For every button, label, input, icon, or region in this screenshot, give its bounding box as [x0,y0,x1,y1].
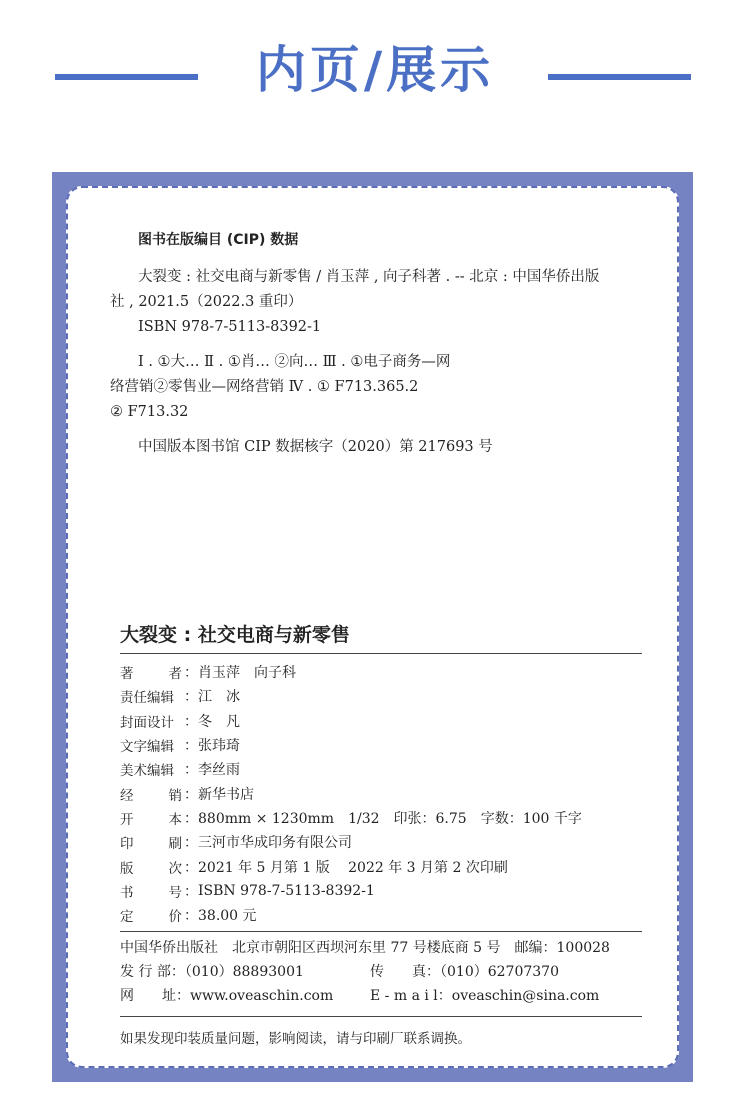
detail-label-text: 著 [120,666,134,683]
detail-label-text: 者 [168,666,182,683]
detail-colon: ： [184,738,198,755]
book-details-table [120,660,582,927]
book-info [120,620,642,1047]
detail-value: 张玮琦 [198,738,240,755]
detail-label [120,709,184,733]
detail-label [120,733,184,757]
detail-value: 38.00 元 [198,908,257,925]
page-title: 内页/展示 [255,40,495,99]
website: 网 址：www.oveaschin.com [120,988,334,1005]
cip-line: 社 , 2021.5（2022.3 重印） [110,294,303,310]
book-detail-row [120,903,582,927]
detail-value: 新华书店 [198,786,254,803]
detail-value: 880mm × 1230mm 1/32 印张：6.75 字数：100 千字 [198,810,582,827]
detail-label-text: 次 [168,860,182,877]
detail-label [120,781,184,805]
detail-colon: ： [184,665,198,682]
detail-label-text: 版 [120,860,134,877]
book-detail-row [120,733,582,757]
detail-label-text: 开 [120,811,134,828]
detail-value: 2021 年 5 月第 1 版 2022 年 3 月第 2 次印刷 [198,859,508,876]
email: E - m a i l：oveaschin@sina.com [370,988,600,1005]
detail-label-text: 美术编辑 [120,763,174,780]
detail-label [120,830,184,854]
publisher-contact-row [120,984,642,1008]
book-detail-row [120,757,582,781]
cip-block [110,228,650,460]
detail-label-text: 号 [168,884,182,901]
detail-value: ISBN 978-7-5113-8392-1 [198,882,375,899]
detail-value: 肖玉萍 向子科 [198,665,296,682]
detail-label-text: 书 [120,884,134,901]
publisher-address: 中国华侨出版社 北京市朝阳区西坝河东里 77 号楼底商 5 号 邮编：100028 [120,940,610,957]
detail-label-text: 经 [120,787,134,804]
detail-value: 李丝雨 [198,762,240,779]
header-right-rule [548,74,691,80]
detail-label-text: 价 [168,909,182,926]
cip-isbn: ISBN 978-7-5113-8392-1 [138,319,322,335]
page-header [0,0,750,140]
detail-label-text: 刷 [168,836,182,853]
cip-line: ② F713.32 [110,404,189,420]
detail-label [120,684,184,708]
detail-label-text: 定 [120,909,134,926]
book-title: 大裂变 : 社交电商与新零售 [120,620,642,654]
detail-value: 三河市华成印务有限公司 [198,835,352,852]
detail-label [120,660,184,684]
detail-label [120,806,184,830]
book-detail-row [120,830,582,854]
detail-colon: ： [184,713,198,730]
detail-colon: ： [184,810,198,827]
detail-label-text: 销 [168,787,182,804]
quality-note: 如果发现印装质量问题，影响阅读，请与印刷厂联系调换。 [120,1016,642,1047]
header-left-rule [55,74,198,80]
detail-colon: ： [184,786,198,803]
cip-line: 络营销②零售业—网络营销 Ⅳ . ① F713.365.2 [110,379,419,395]
book-detail-row [120,879,582,903]
detail-colon: ： [184,762,198,779]
copyright-page-frame [52,172,693,1082]
book-detail-row [120,684,582,708]
detail-colon: ： [184,908,198,925]
cip-line: 大裂变 : 社交电商与新零售 / 肖玉萍 , 向子科著 . -- 北京 : 中国华侨出版 [138,269,600,285]
detail-colon: ： [184,859,198,876]
detail-colon: ： [184,835,198,852]
book-detail-row [120,709,582,733]
detail-label-text: 本 [168,811,182,828]
detail-label-text: 责任编辑 [120,690,174,707]
detail-label [120,854,184,878]
copyright-page-card [66,186,679,1068]
detail-label [120,757,184,781]
detail-label [120,903,184,927]
fax-number: 传 真：（010）62707370 [370,964,559,981]
publisher-info [120,931,642,1008]
publisher-contact-row [120,960,642,984]
detail-label [120,879,184,903]
cip-record-number: 中国版本图书馆 CIP 数据核字（2020）第 217693 号 [138,439,493,455]
detail-colon: ： [184,689,198,706]
detail-label-text: 文字编辑 [120,739,174,756]
detail-label-text: 封面设计 [120,714,174,731]
book-detail-row [120,781,582,805]
detail-value: 冬 凡 [198,713,240,730]
detail-label-text: 印 [120,836,134,853]
book-detail-row [120,660,582,684]
detail-value: 江 冰 [198,689,240,706]
cip-line: Ⅰ . ①大… Ⅱ . ①肖… ②向… Ⅲ . ①电子商务—网 [138,354,451,370]
book-detail-row [120,854,582,878]
detail-colon: ： [184,883,198,900]
book-detail-row [120,806,582,830]
cip-heading: 图书在版编目 (CIP) 数据 [138,232,299,248]
sales-phone: 发 行 部：（010）88893001 [120,964,304,981]
